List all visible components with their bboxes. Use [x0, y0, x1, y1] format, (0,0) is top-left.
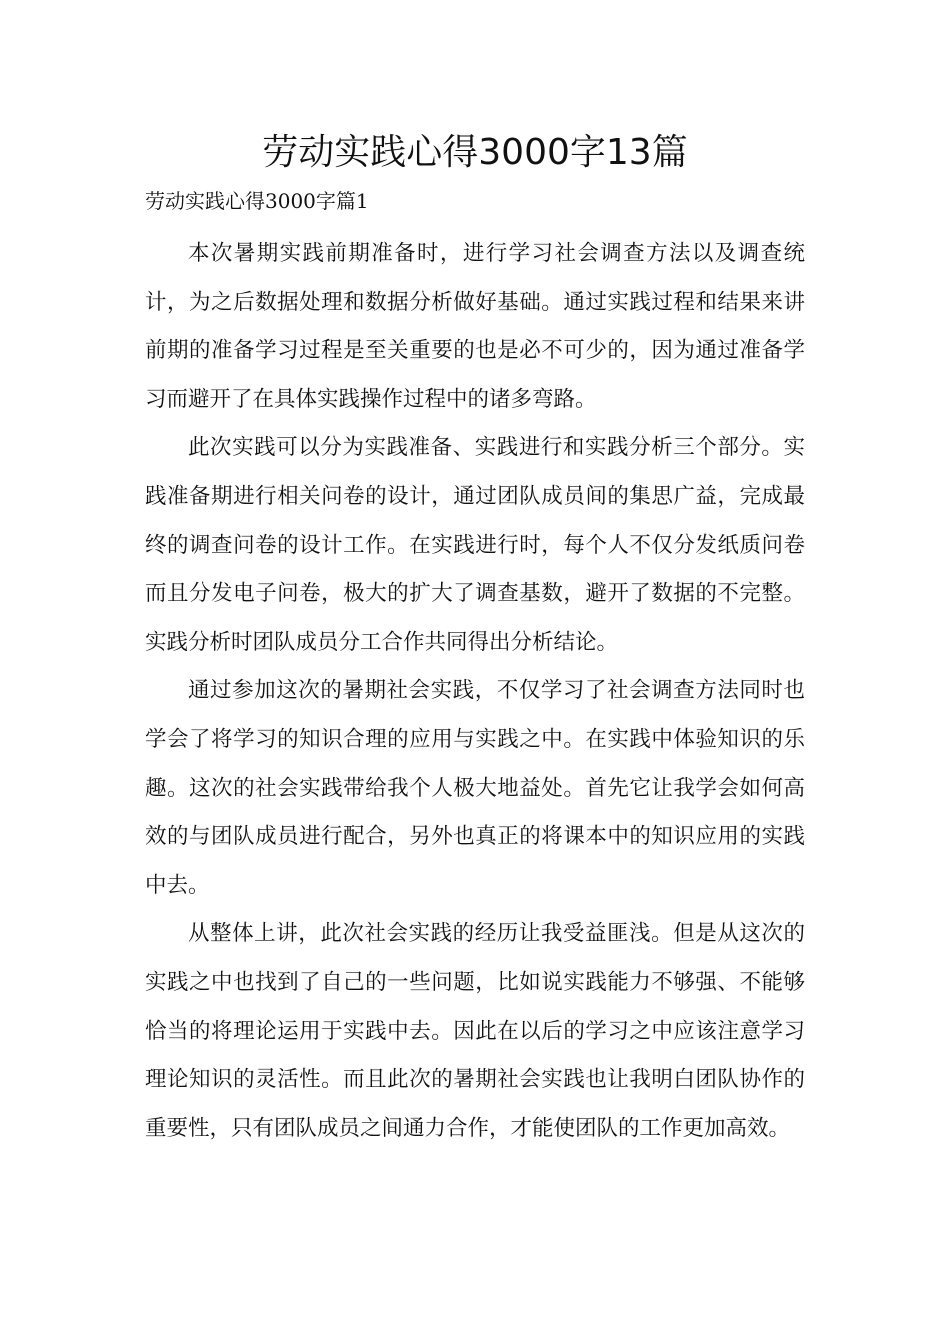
paragraph: 此次实践可以分为实践准备、实践进行和实践分析三个部分。实践准备期进行相关问卷的设计，通过团队成员间的集思广益，完成最终的调查问卷的设计工作。在实践进行时，每个人不仅分发纸质问卷而且分发电子问卷，极大的扩大了调查基数，避开了数据的不完整。实践分析时团队成员分工合作共同得出分析结论。: [145, 435, 805, 655]
paragraph: 从整体上讲，此次社会实践的经历让我受益匪浅。但是从这次的实践之中也找到了自己的一些问题，比如说实践能力不够强、不能够恰当的将理论运用于实践中去。因此在以后的学习之中应该注意学习理论知识的灵活性。而且此次的暑期社会实践也让我明白团队协作的重要性，只有团队成员之间通力合作，才能使团队的工作更加高效。: [145, 921, 805, 1141]
section-heading: 劳动实践心得3000字篇1: [145, 189, 369, 213]
paragraph: 本次暑期实践前期准备时，进行学习社会调查方法以及调查统计，为之后数据处理和数据分析做好基础。通过实践过程和结果来讲前期的准备学习过程是至关重要的也是必不可少的，因为通过准备学习而避开了在具体实践操作过程中的诸多弯路。: [145, 241, 805, 412]
document-body: [145, 230, 805, 1153]
document-title: 劳动实践心得3000字13篇: [262, 132, 688, 173]
paragraph: 通过参加这次的暑期社会实践，不仅学习了社会调查方法同时也学会了将学习的知识合理的应用与实践之中。在实践中体验知识的乐趣。这次的社会实践带给我个人极大地益处。首先它让我学会如何高效的与团队成员进行配合，另外也真正的将课本中的知识应用的实践中去。: [145, 678, 805, 898]
